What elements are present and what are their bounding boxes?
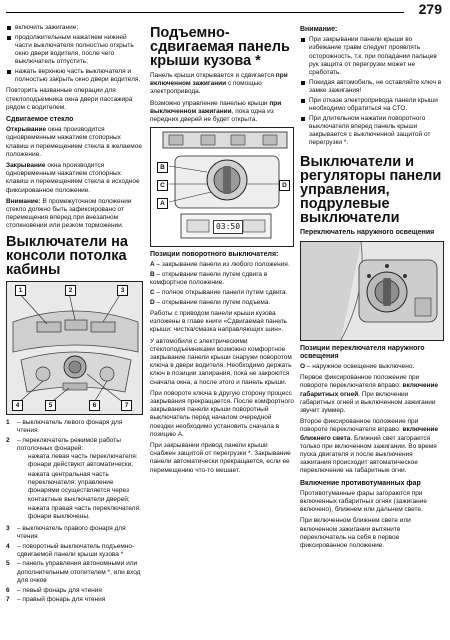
figure-label: 5 (45, 400, 56, 411)
roof-paragraph: Панель крыши открывается и сдвигается при включенном зажигании с помощью электропривода. (150, 72, 288, 96)
roof-paragraph: При закрывании привод панели крыши снабжен защитой от перегрузки *. Закрывание панели автоматически прекращается, если ее перемещению что-то мешает. (150, 441, 291, 474)
light-paragraph: O – наружное освещение выключено. (300, 362, 415, 370)
section-title-roof: Подъемно-сдвигаемая панель крыши кузова * (150, 25, 290, 69)
legend-item: 1 – выключатель левого фонаря для чтения (6, 418, 123, 434)
legend-item: 6 – левый фонарь для чтения (6, 586, 102, 594)
position-item: C – полное открывание панели путем сдвига. (150, 289, 288, 297)
roof-paragraph: У автомобиля с электрическими стеклоподъемниками возможно комфортное закрывание панели крыши снаружи поворотом ключа в двери водителя. Необходимо держать ключ в позиции запирания, пока не закроются сначала окна, а после этого и панель крыши. (150, 337, 292, 386)
list-item: Покидая автомобиль, не оставляйте ключ в замке зажигания! (300, 79, 444, 95)
legend-subitem: нажата правая часть переключателя: фонари выключены. (28, 505, 141, 521)
legend-sublist (17, 453, 143, 522)
attention-title: Внимание: (300, 26, 338, 33)
ceiling-console-figure (6, 281, 143, 415)
positions-title: Позиции поворотного выключателя: (150, 251, 279, 259)
glass-open-paragraph: Открывание окна производится одновременным нажатием стопорных клавиш и перемещением стекла в желаемое положение. (6, 126, 142, 158)
header-rule (6, 12, 404, 13)
light-paragraph: Второе фиксированное положение при повороте переключателя вправо: включение ближнего света. Ближний свет загорается только при включенном зажигании. Во время пуска двигателя и после выключения зажигания происходит автоматическое переключение на габаритные огни. (300, 418, 439, 475)
list-item: При закрывании панели крыши во избежание травм следует проявлять осторожность, т.к. при попадании пальцев рук защита от перегрузки может не сработать. (300, 36, 444, 77)
roof-switch-figure (150, 127, 294, 247)
figure-label: C (157, 180, 168, 191)
ceiling-console-illustration (7, 282, 143, 414)
legend-item: 3 – выключатель правого фонаря для чтения (6, 524, 126, 540)
legend-subitem: нажата центральная часть переключателя: управление фонарями осуществляется через контактные выключатели дверей; (28, 470, 130, 503)
fog-title: Включение противотуманных фар (300, 479, 421, 487)
roof-paragraph: При повороте ключа в другую сторону процесс закрывания прекращается. После комфортного закрывания панели крыши поворотный выключатель перед началом очередной поездки необходимо установить сначала в позицию A. (150, 389, 294, 438)
list-item: продолжительным нажатием нижней части выключателя полностью открыть окно двери водителя, после чего выключатель отпустить; (6, 34, 143, 67)
positions-list (150, 261, 294, 307)
figure-label: B (157, 162, 168, 173)
position-item: A – закрывание панели из любого положения. (150, 261, 290, 269)
column-right (300, 24, 444, 553)
figure-label: D (279, 180, 290, 191)
list-item: нажать верхнюю часть выключателя и полностью закрыть окно двери водителя. (6, 68, 143, 84)
figure-label: A (157, 198, 168, 209)
console-legend (6, 419, 143, 605)
window-steps-list (6, 24, 143, 84)
figure-label: 6 (89, 400, 100, 411)
light-switch-figure (300, 241, 444, 341)
light-paragraph: Первое фиксированное положение при повороте переключателя вправо: включение габаритных огней. При включении габаритных огней и выключенном зажигании звучит зуммер. (300, 374, 439, 414)
glass-close-paragraph: Закрывание окна производится одновременным нажатием стопорных клавиш и перемещением стекла в исходное фиксированное положение. (6, 162, 140, 194)
legend-item: 5 – панель управления автономными или дополнительным отопителем *, или вход для очков (6, 560, 141, 584)
position-item: B – открывание панели путем сдвига в комфортное положение. (150, 271, 268, 287)
light-paragraph: При включенном ближнем свете или включенном зажигании вытяните переключатель на себя в первое фиксированное положение. (300, 517, 411, 550)
figure-label: 3 (117, 285, 128, 296)
page-number: 279 (418, 1, 442, 17)
column-left (6, 24, 143, 606)
repeat-paragraph: Повторить названные операции для стеклоподъемника окна двери пассажира рядом с водителем. (6, 87, 133, 111)
glass-heading: Сдвигаемое стекло (6, 116, 74, 124)
light-switch-illustration (301, 242, 444, 340)
figure-label: 4 (12, 400, 23, 411)
clock-display: 03:50 (213, 220, 243, 234)
attention-list (300, 36, 444, 147)
figure-label: 2 (65, 285, 76, 296)
list-item: При отказе электропривода панели крыши необходимо обратиться на СТО. (300, 97, 444, 113)
legend-item: 4 – поворотный выключатель подъемно-сдвигаемой панели крыши кузова * (6, 542, 135, 558)
list-item: При длительном нажатии поворотного выключателя вперед панель крыши закрывается с выключенной защитой от перегрузки *. (300, 115, 444, 148)
light-positions-title: Позиции переключателя наружного освещения (300, 344, 425, 360)
legend-item: 7 – правый фонарь для чтения (6, 596, 106, 604)
figure-label: 7 (121, 400, 132, 411)
column-middle (150, 24, 294, 478)
roof-paragraph: Возможно управление панелью крыши при выключенном зажигании, пока одна из передних дверей не будет открыта. (150, 99, 282, 124)
position-item: D – открывание панели путем подъема. (150, 298, 271, 306)
attention-paragraph: Внимание: В промежуточном положении стекло должно быть зафиксировано от перемещения вперед при внезапном столкновении или резком торможении. (6, 197, 132, 230)
legend-item: 2 – переключатель режимов работы потолочных фонарей: нажата левая часть переключателя: фонари действуют автоматически; нажата центральная часть переключателя: управление фонарями осуществляется через контактные выключатели дверей; нажата правая часть переключателя: фонари выключены. (6, 437, 143, 522)
page-header (0, 0, 450, 20)
lights-switch-title: Переключатель наружного освещения (300, 229, 435, 237)
roof-paragraph: Работы с приводом панели крыши кузова изложены в главе книги «Сдвигаемая панель крыши: чистка/смазка направляющих шин». (150, 309, 287, 334)
section-title-panel: Выключатели и регуляторы панели управления, подрулевые выключатели (300, 154, 442, 227)
section-title-console: Выключатели на консоли потолка кабины (6, 233, 128, 278)
figure-label: 1 (15, 285, 26, 296)
list-item: включить зажигание; (6, 24, 143, 32)
legend-subitem: нажата левая часть переключателя: фонари действуют автоматически; (28, 452, 138, 469)
light-paragraph: Противотуманные фары загораются при включенных габаритных огнях (зажигание включено), ближнем или дальнем свете. (300, 489, 427, 514)
